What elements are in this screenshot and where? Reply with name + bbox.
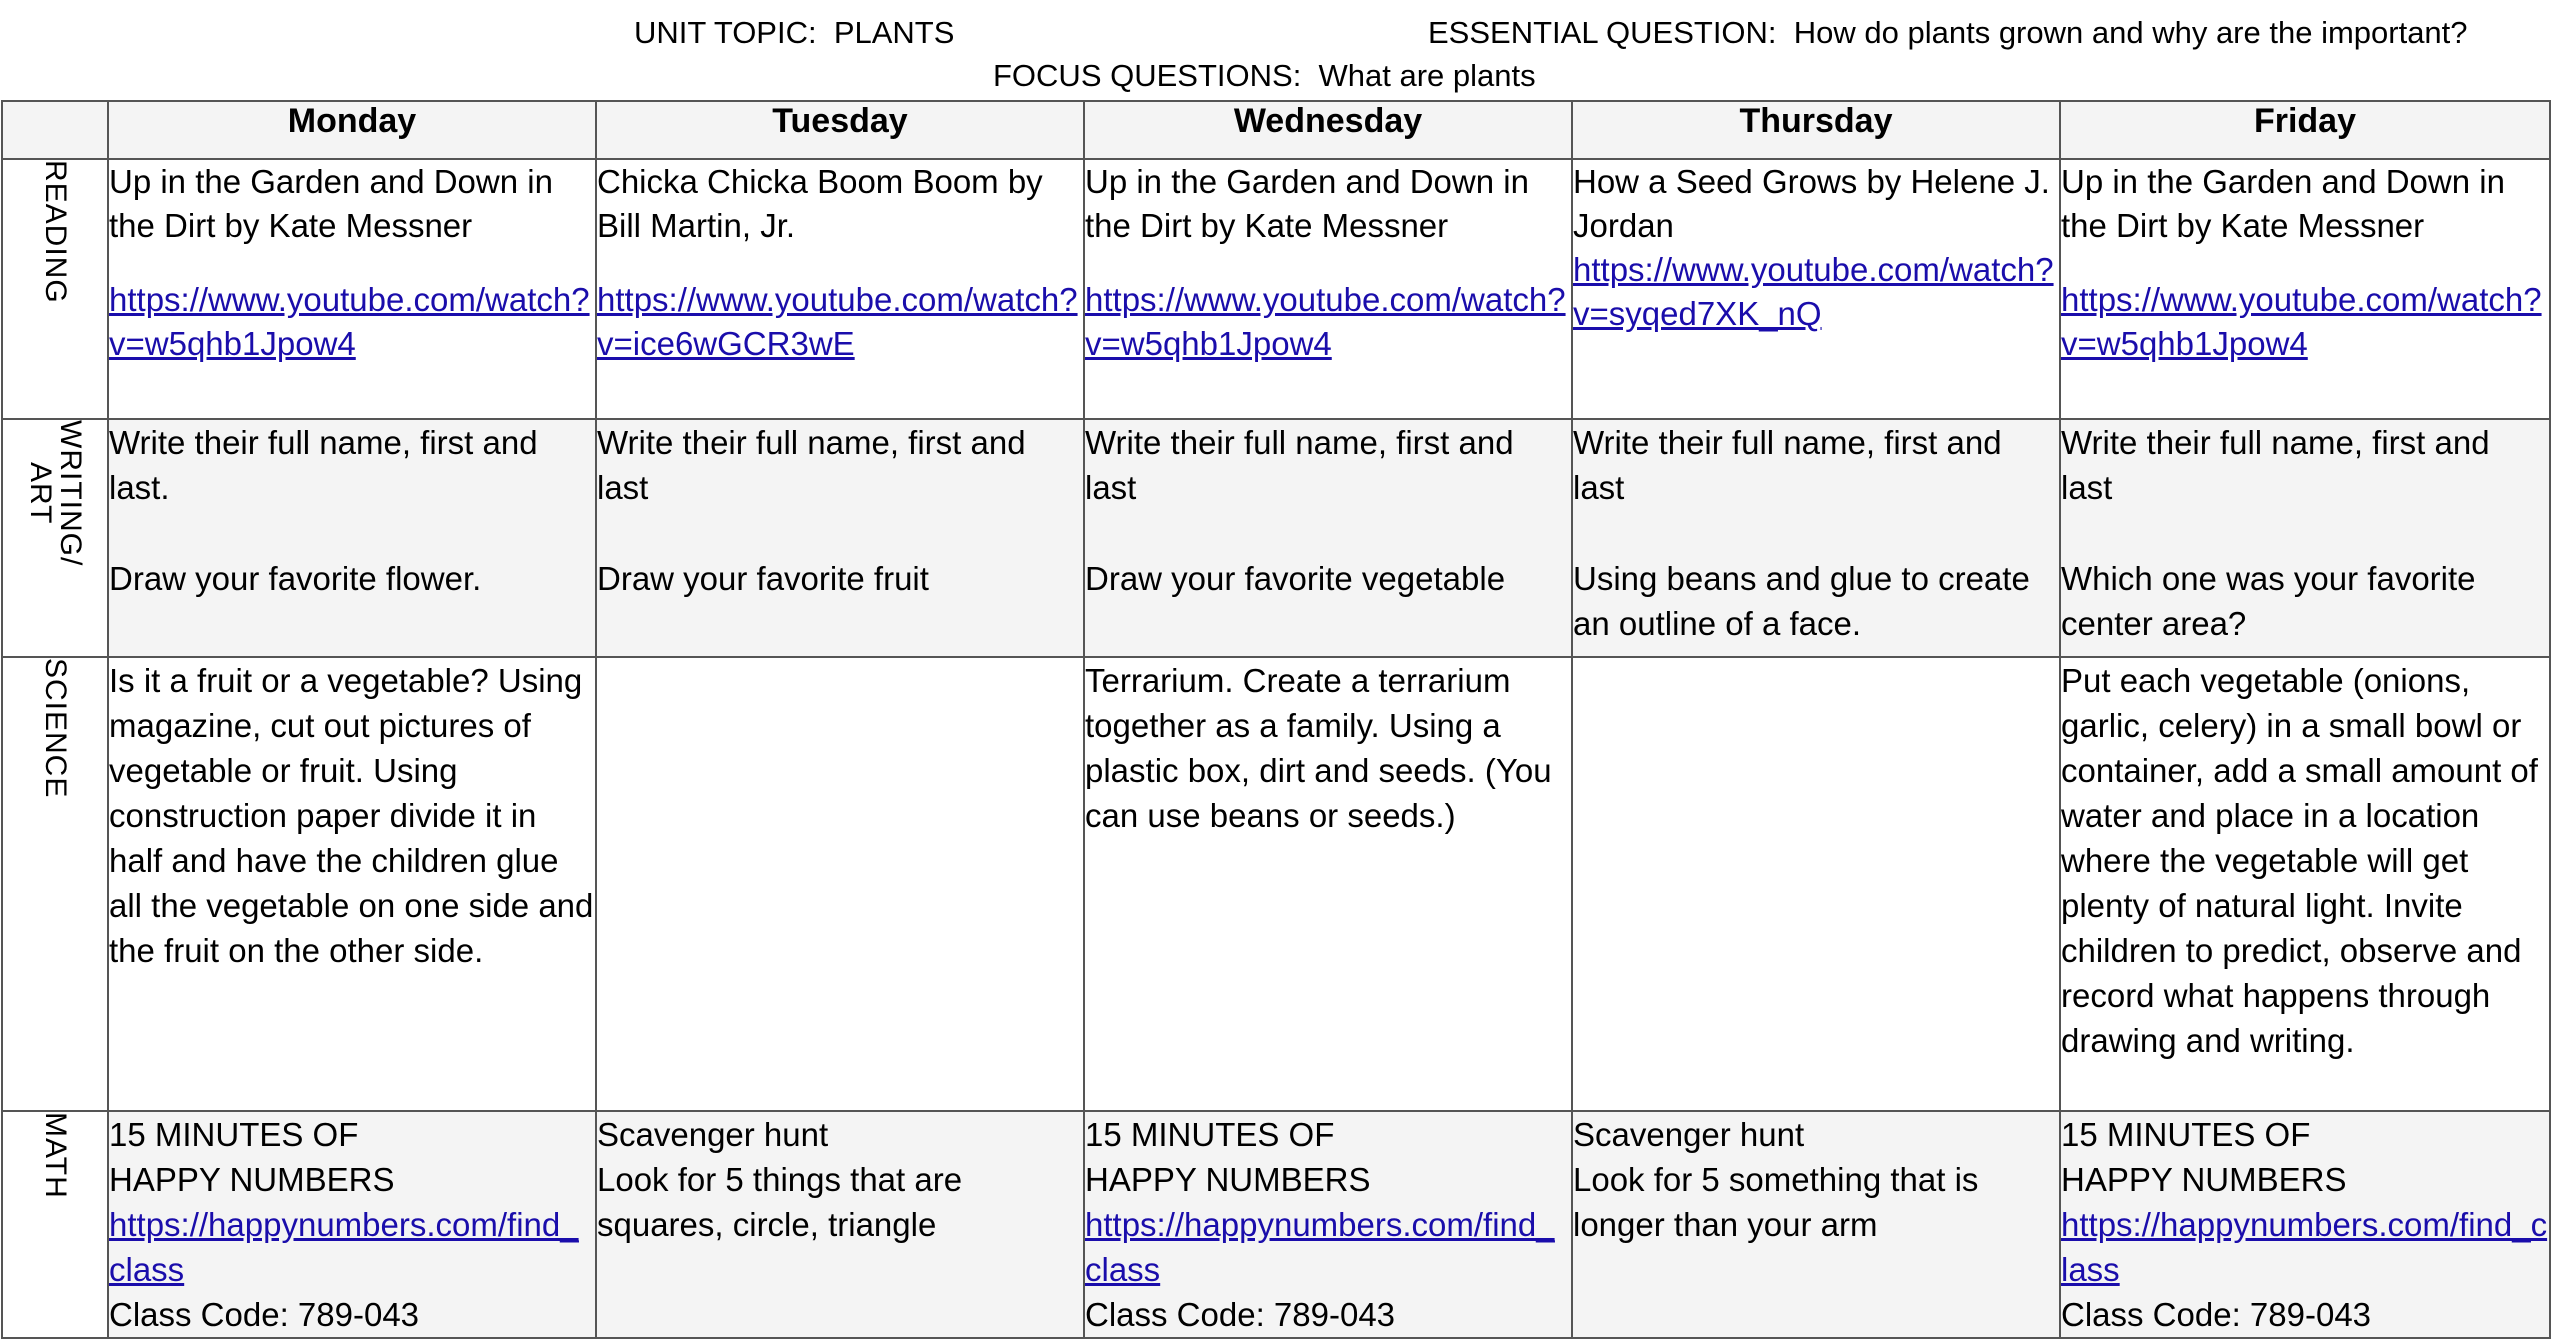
essential-question: ESSENTIAL QUESTION: How do plants grown and why are the important? bbox=[1428, 15, 2468, 50]
writing-friday-line1: Write their full name, first and last bbox=[2061, 424, 2490, 506]
math-wednesday-line1: 15 MINUTES OF bbox=[1085, 1116, 1335, 1153]
writing-thursday bbox=[1572, 419, 2060, 657]
math-friday-code: Class Code: 789-043 bbox=[2061, 1296, 2372, 1333]
writing-label: WRITING/ ART bbox=[24, 420, 87, 567]
reading-tuesday bbox=[596, 159, 1084, 419]
reading-tuesday-link[interactable]: https://www.youtube.com/watch?v=ice6wGCR3wE bbox=[597, 281, 1078, 362]
science-label: SCIENCE bbox=[39, 658, 72, 799]
math-wednesday-line2: HAPPY NUMBERS bbox=[1085, 1161, 1371, 1198]
math-friday-line1: 15 MINUTES OF bbox=[2061, 1116, 2311, 1153]
math-tuesday bbox=[596, 1111, 1084, 1338]
math-friday-link[interactable]: https://happynumbers.com/find_class bbox=[2061, 1206, 2548, 1288]
day-header-wednesday: Wednesday bbox=[1084, 101, 1572, 159]
math-monday bbox=[108, 1111, 596, 1338]
writing-monday-line2: Draw your favorite flower. bbox=[109, 560, 482, 597]
math-wednesday bbox=[1084, 1111, 1572, 1338]
math-tuesday-line1: Scavenger hunt bbox=[597, 1116, 829, 1153]
writing-tuesday bbox=[596, 419, 1084, 657]
reading-monday-link[interactable]: https://www.youtube.com/watch?v=w5qhb1Jpow4 bbox=[109, 281, 590, 362]
math-thursday-line2: Look for 5 something that is longer than your arm bbox=[1573, 1161, 1979, 1243]
writing-friday bbox=[2060, 419, 2550, 657]
row-label-science bbox=[2, 657, 108, 1111]
writing-tuesday-line2: Draw your favorite fruit bbox=[597, 560, 929, 597]
day-header-monday: Monday bbox=[108, 101, 596, 159]
science-tuesday bbox=[596, 657, 1084, 1111]
day-header-thursday: Thursday bbox=[1572, 101, 2060, 159]
reading-thursday bbox=[1572, 159, 2060, 419]
writing-monday-line1: Write their full name, first and last. bbox=[109, 424, 538, 506]
reading-tuesday-text: Chicka Chicka Boom Boom by Bill Martin, Jr. bbox=[597, 163, 1043, 244]
focus-questions: FOCUS QUESTIONS: What are plants bbox=[993, 58, 1536, 93]
math-monday-line1: 15 MINUTES OF bbox=[109, 1116, 359, 1153]
reading-monday bbox=[108, 159, 596, 419]
writing-friday-line2: Which one was your favorite center area? bbox=[2061, 560, 2476, 642]
reading-thursday-text: How a Seed Grows by Helene J. Jordan bbox=[1573, 163, 2050, 244]
writing-row bbox=[2, 419, 2550, 657]
reading-friday bbox=[2060, 159, 2550, 419]
science-friday bbox=[2060, 657, 2550, 1111]
math-thursday bbox=[1572, 1111, 2060, 1338]
math-tuesday-line2: Look for 5 things that are squares, circle, triangle bbox=[597, 1161, 963, 1243]
writing-wednesday-line1: Write their full name, first and last bbox=[1085, 424, 1514, 506]
writing-thursday-line1: Write their full name, first and last bbox=[1573, 424, 2002, 506]
science-wednesday-text: Terrarium. Create a terrarium together as a family. Using a plastic box, dirt and seeds. (You can use beans or seeds.) bbox=[1085, 662, 1552, 834]
reading-wednesday bbox=[1084, 159, 1572, 419]
row-label-math bbox=[2, 1111, 108, 1338]
math-friday-line2: HAPPY NUMBERS bbox=[2061, 1161, 2347, 1198]
writing-wednesday bbox=[1084, 419, 1572, 657]
science-row bbox=[2, 657, 2550, 1111]
math-monday-line2: HAPPY NUMBERS bbox=[109, 1161, 395, 1198]
corner-cell bbox=[2, 101, 108, 159]
math-friday bbox=[2060, 1111, 2550, 1338]
science-friday-text: Put each vegetable (onions, garlic, celery) in a small bowl or container, add a small amount of water and place in a location where the vegetable will get plenty of natural light. Invite children to predict, observe and record what happens through drawing and writing. bbox=[2061, 662, 2538, 1059]
math-monday-link[interactable]: https://happynumbers.com/find_class bbox=[109, 1206, 579, 1288]
math-row bbox=[2, 1111, 2550, 1338]
reading-wednesday-text: Up in the Garden and Down in the Dirt by Kate Messner bbox=[1085, 163, 1529, 244]
reading-label: READING bbox=[39, 160, 72, 304]
reading-wednesday-link[interactable]: https://www.youtube.com/watch?v=w5qhb1Jpow4 bbox=[1085, 281, 1566, 362]
header-row bbox=[2, 101, 2550, 159]
reading-friday-text: Up in the Garden and Down in the Dirt by Kate Messner bbox=[2061, 163, 2505, 244]
writing-thursday-line2: Using beans and glue to create an outline of a face. bbox=[1573, 560, 2030, 642]
science-monday-text: Is it a fruit or a vegetable? Using magazine, cut out pictures of vegetable or fruit. Using construction paper divide it in half and have the children glue all the vegetable on one side and the fruit on the other side. bbox=[109, 662, 594, 969]
weekly-plan-table bbox=[1, 100, 2551, 1339]
math-wednesday-link[interactable]: https://happynumbers.com/find_class bbox=[1085, 1206, 1555, 1288]
science-thursday bbox=[1572, 657, 2060, 1111]
writing-wednesday-line2: Draw your favorite vegetable bbox=[1085, 560, 1506, 597]
writing-monday bbox=[108, 419, 596, 657]
day-header-tuesday: Tuesday bbox=[596, 101, 1084, 159]
math-label: MATH bbox=[39, 1112, 72, 1199]
math-thursday-line1: Scavenger hunt bbox=[1573, 1116, 1805, 1153]
reading-row bbox=[2, 159, 2550, 419]
science-monday bbox=[108, 657, 596, 1111]
reading-thursday-link[interactable]: https://www.youtube.com/watch?v=syqed7XK_nQ bbox=[1573, 251, 2054, 332]
science-wednesday bbox=[1084, 657, 1572, 1111]
day-header-friday: Friday bbox=[2060, 101, 2550, 159]
math-monday-code: Class Code: 789-043 bbox=[109, 1296, 420, 1333]
reading-friday-link[interactable]: https://www.youtube.com/watch?v=w5qhb1Jpow4 bbox=[2061, 281, 2542, 362]
row-label-writing bbox=[2, 419, 108, 657]
reading-monday-text: Up in the Garden and Down in the Dirt by Kate Messner bbox=[109, 163, 553, 244]
writing-tuesday-line1: Write their full name, first and last bbox=[597, 424, 1026, 506]
math-wednesday-code: Class Code: 789-043 bbox=[1085, 1296, 1396, 1333]
unit-topic: UNIT TOPIC: PLANTS bbox=[634, 15, 955, 50]
row-label-reading bbox=[2, 159, 108, 419]
